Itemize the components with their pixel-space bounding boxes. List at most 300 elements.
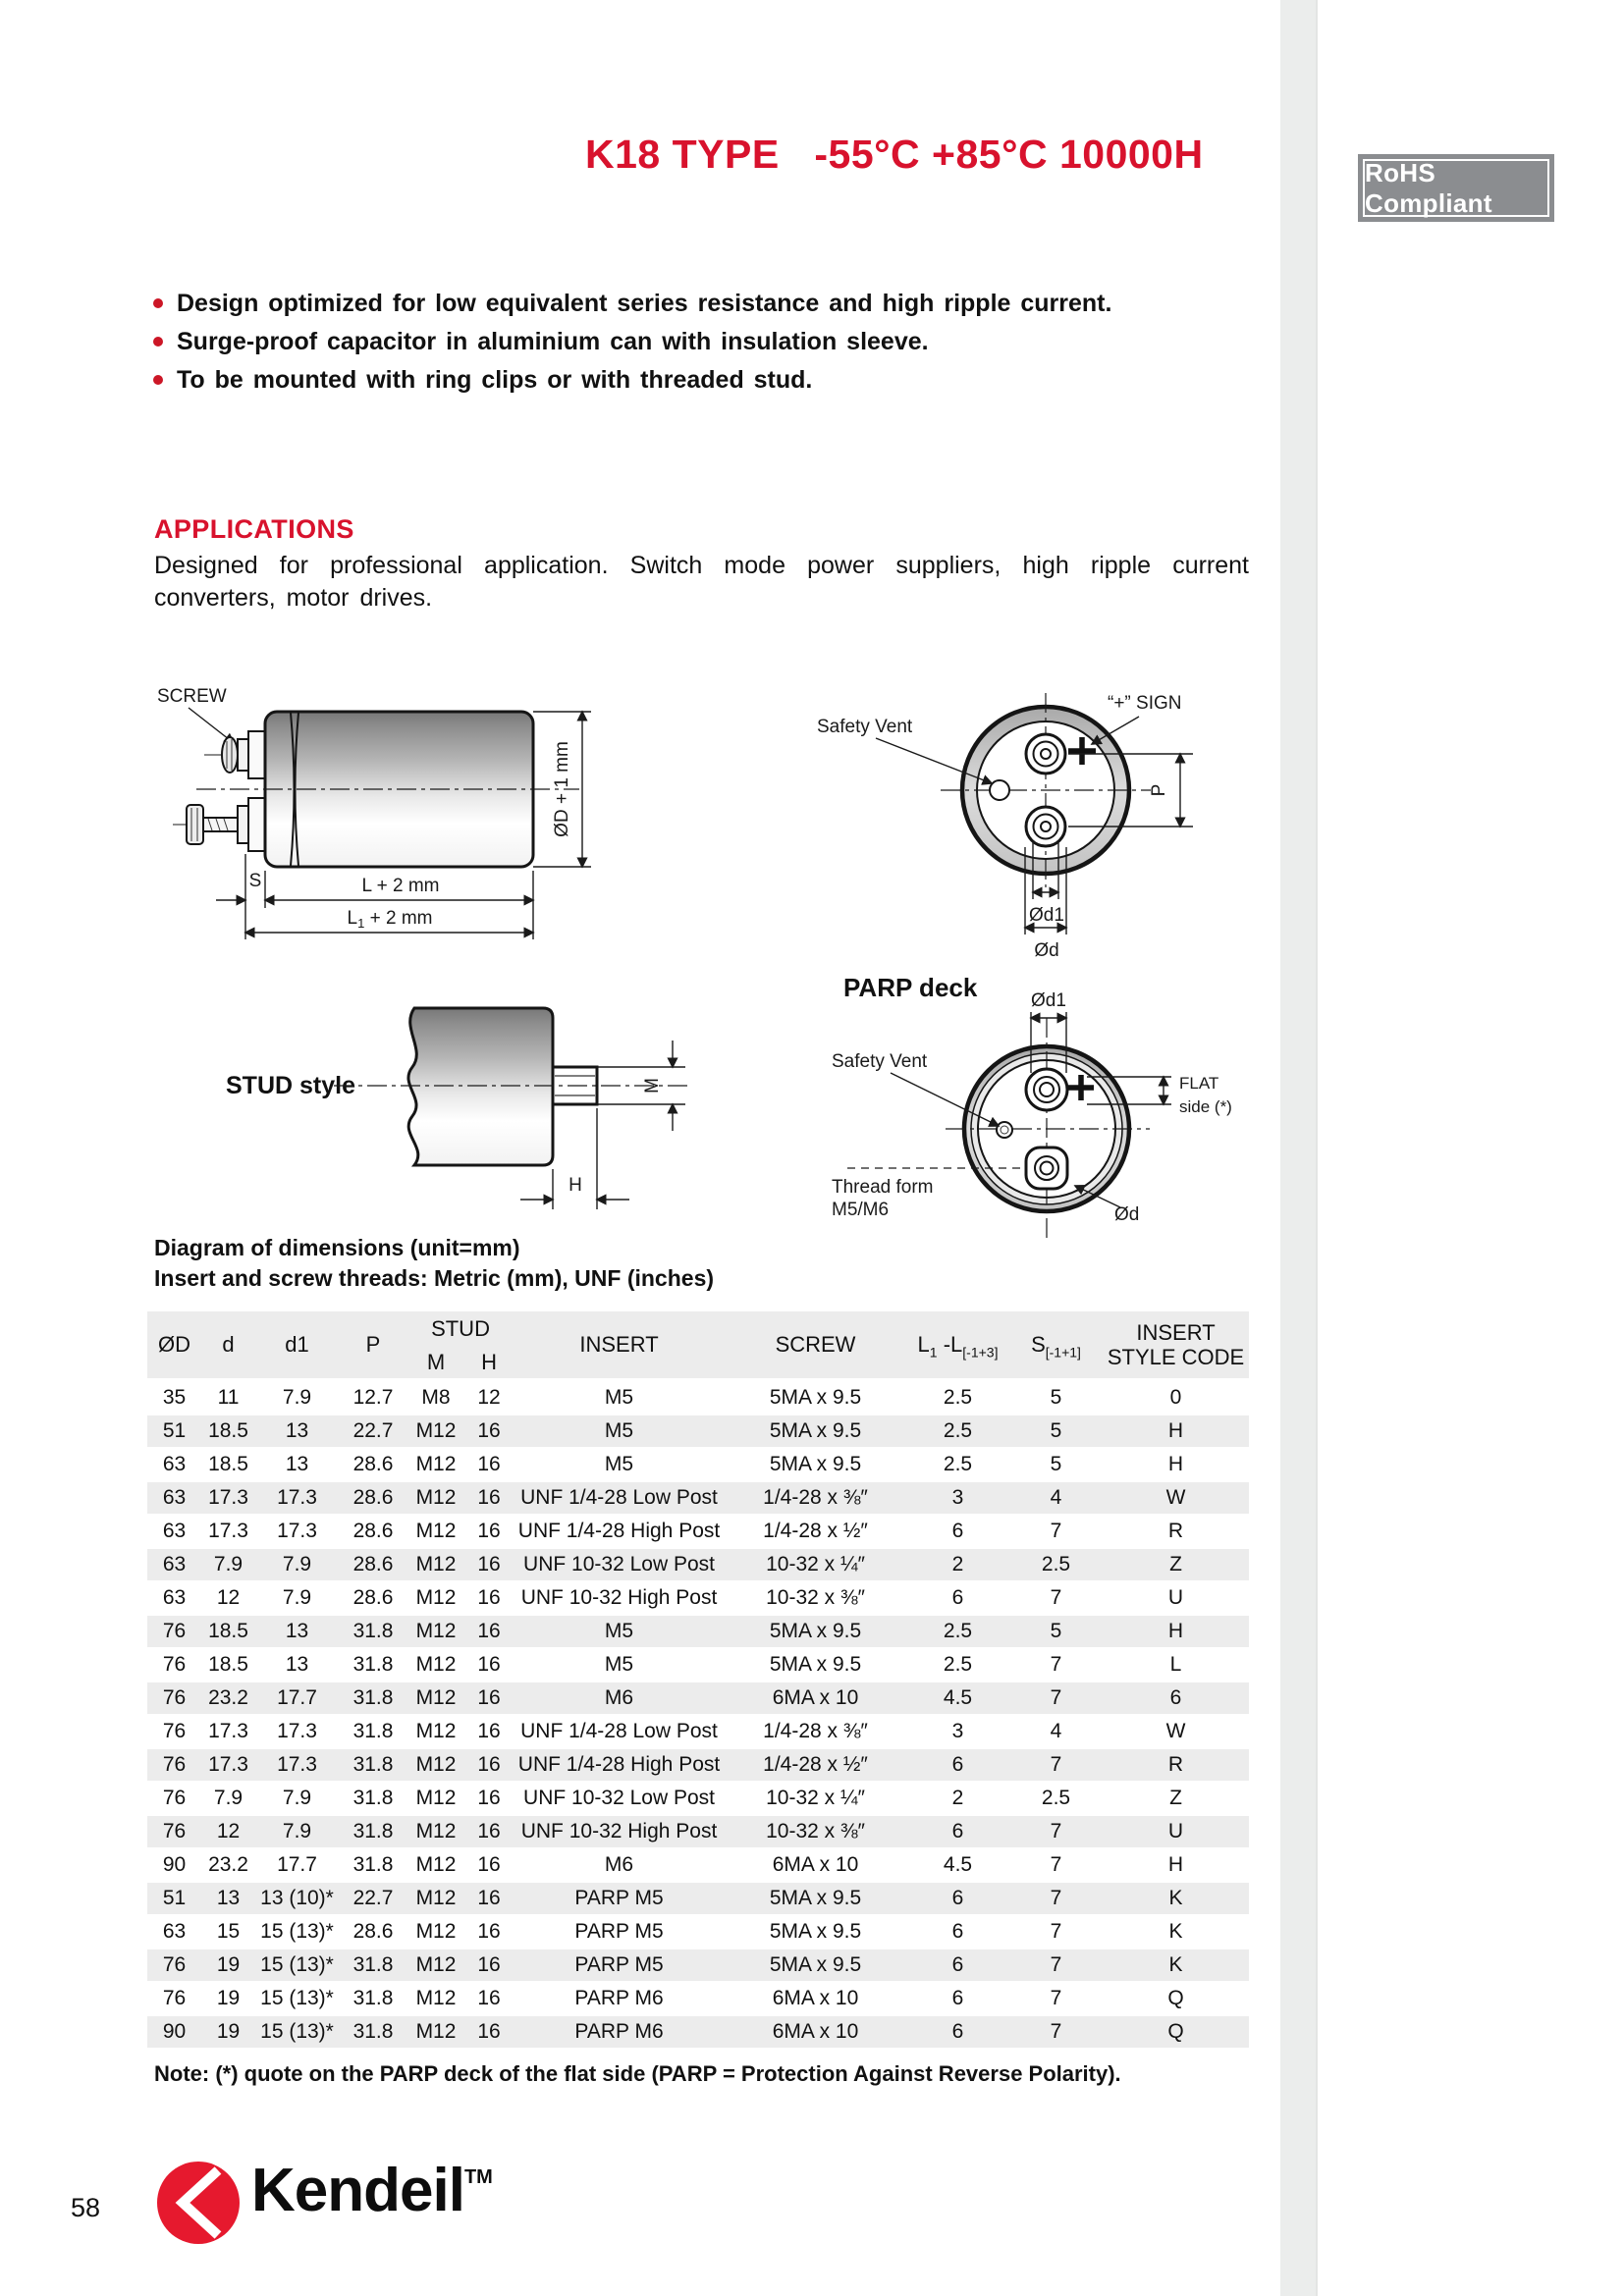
table-cell: 10-32 x ¼″	[725, 1549, 906, 1582]
table-cell: 4	[1009, 1716, 1103, 1749]
table-cell: R	[1103, 1749, 1249, 1783]
table-cell: PARP M5	[514, 1916, 725, 1949]
table-cell: 63	[147, 1516, 201, 1549]
table-cell: 28.6	[339, 1516, 407, 1549]
safety-vent-label: Safety Vent	[832, 1051, 928, 1072]
minus-terminal-parp	[1026, 1148, 1067, 1189]
table-cell: 2.5	[906, 1415, 1009, 1449]
table-cell: UNF 1/4-28 Low Post	[514, 1716, 725, 1749]
h-dim-label: H	[568, 1175, 582, 1196]
table-cell: 18.5	[201, 1449, 255, 1482]
table-cell: 2.5	[906, 1449, 1009, 1482]
m-dim-label: M	[642, 1078, 663, 1094]
table-cell: 15	[201, 1916, 255, 1949]
table-row	[147, 1783, 1249, 1816]
spec-table-body	[147, 1382, 1249, 2050]
table-cell: 12	[201, 1816, 255, 1849]
bullet-icon	[153, 375, 163, 385]
table-cell: L	[1103, 1649, 1249, 1682]
parp-deck-diagram	[830, 957, 1291, 1247]
table-cell: 90	[147, 2016, 201, 2050]
table-cell: M12	[407, 1415, 464, 1449]
table-cell: M12	[407, 1616, 464, 1649]
table-cell: 13	[255, 1415, 339, 1449]
footnote: Note: (*) quote on the PARP deck of the flat side (PARP = Protection Against Reverse Polarity).	[154, 2061, 1121, 2086]
table-cell: R	[1103, 1516, 1249, 1549]
table-cell: 22.7	[339, 1415, 407, 1449]
table-cell: 16	[464, 1883, 514, 1916]
d1-dim-label: Ød1	[1031, 990, 1066, 1011]
table-cell: 76	[147, 1749, 201, 1783]
table-cell: UNF 10-32 High Post	[514, 1816, 725, 1849]
table-cell: 19	[201, 1949, 255, 1983]
table-cell: 35	[147, 1382, 201, 1415]
table-cell: 6MA x 10	[725, 1849, 906, 1883]
table-cell: M12	[407, 1516, 464, 1549]
table-cell: 1/4-28 x ½″	[725, 1516, 906, 1549]
table-row	[147, 1883, 1249, 1916]
table-cell: 7.9	[255, 1549, 339, 1582]
table-cell: 16	[464, 1849, 514, 1883]
d-dim-label: Ød	[1114, 1204, 1140, 1225]
table-cell: 31.8	[339, 1849, 407, 1883]
table-cell: M8	[407, 1382, 464, 1415]
safety-vent-inner	[1001, 1126, 1008, 1134]
table-cell: 17.3	[255, 1749, 339, 1783]
table-cell: 16	[464, 1516, 514, 1549]
table-cell: 16	[464, 1783, 514, 1816]
thread-form-label-1: Thread form	[832, 1177, 934, 1198]
table-cell: 7	[1009, 1749, 1103, 1783]
table-cell: 17.3	[255, 1716, 339, 1749]
table-cell: 17.3	[201, 1482, 255, 1516]
col-header-s: $S_{[-1+1]}$	[1009, 1311, 1103, 1382]
table-cell: 5	[1009, 1616, 1103, 1649]
table-cell: PARP M6	[514, 1983, 725, 2016]
table-cell: M12	[407, 1682, 464, 1716]
table-cell: 17.3	[201, 1516, 255, 1549]
table-cell: 31.8	[339, 1716, 407, 1749]
table-cell: M12	[407, 1849, 464, 1883]
table-cell: 16	[464, 1916, 514, 1949]
table-cell: 12	[201, 1582, 255, 1616]
table-cell: 2.5	[1009, 1549, 1103, 1582]
table-cell: 5	[1009, 1449, 1103, 1482]
table-intro-line1: Diagram of dimensions (unit=mm)	[154, 1235, 520, 1260]
feature-text: To be mounted with ring clips or with threaded stud.	[177, 366, 813, 394]
col-header-insert-style-code: INSERT STYLE CODE	[1103, 1311, 1249, 1382]
table-cell: M12	[407, 1949, 464, 1983]
stud-style-label: STUD style	[226, 1072, 355, 1099]
table-cell: 17.3	[255, 1516, 339, 1549]
s-dim-label: S	[248, 871, 262, 891]
table-cell: 5MA x 9.5	[725, 1916, 906, 1949]
table-row	[147, 1649, 1249, 1682]
plus-sign-label: “+” SIGN	[1108, 693, 1182, 714]
table-cell: 16	[464, 1716, 514, 1749]
table-cell: 28.6	[339, 1482, 407, 1516]
table-cell: PARP M5	[514, 1949, 725, 1983]
top-view-diagram	[815, 675, 1237, 965]
table-cell: PARP M6	[514, 2016, 725, 2050]
table-cell: M12	[407, 1983, 464, 2016]
table-cell: 6MA x 10	[725, 1682, 906, 1716]
table-cell: 2.5	[1009, 1783, 1103, 1816]
table-cell: 6	[906, 1816, 1009, 1849]
table-cell: 51	[147, 1415, 201, 1449]
table-cell: 31.8	[339, 1749, 407, 1783]
table-row	[147, 2016, 1249, 2050]
parp-deck-title: PARP deck	[843, 973, 978, 1002]
table-cell: 16	[464, 1983, 514, 2016]
table-cell: 6	[906, 1749, 1009, 1783]
table-cell: 63	[147, 1916, 201, 1949]
table-cell: 0	[1103, 1382, 1249, 1415]
table-cell: 7.9	[201, 1783, 255, 1816]
table-cell: 15 (13)*	[255, 2016, 339, 2050]
table-cell: 13	[201, 1883, 255, 1916]
table-row	[147, 1549, 1249, 1582]
safety-vent-label: Safety Vent	[817, 717, 913, 737]
table-cell: 15 (13)*	[255, 1949, 339, 1983]
table-cell: 63	[147, 1582, 201, 1616]
table-cell: M5	[514, 1616, 725, 1649]
table-cell: 31.8	[339, 1816, 407, 1849]
feature-item	[147, 287, 1249, 320]
table-row	[147, 1849, 1249, 1883]
table-cell: 16	[464, 1582, 514, 1616]
table-cell: 18.5	[201, 1616, 255, 1649]
table-cell: 15 (13)*	[255, 1983, 339, 2016]
table-cell: 6	[906, 1916, 1009, 1949]
table-cell: 22.7	[339, 1883, 407, 1916]
plus-terminal	[1026, 1069, 1067, 1110]
table-cell: M5	[514, 1415, 725, 1449]
table-cell: M12	[407, 1716, 464, 1749]
table-cell: M12	[407, 1549, 464, 1582]
table-cell: 5MA x 9.5	[725, 1883, 906, 1916]
table-cell: 17.3	[201, 1716, 255, 1749]
feature-text: Design optimized for low equivalent series resistance and high ripple current.	[177, 290, 1112, 317]
table-cell: 28.6	[339, 1582, 407, 1616]
table-cell: H	[1103, 1415, 1249, 1449]
table-cell: 5MA x 9.5	[725, 1649, 906, 1682]
table-cell: 19	[201, 1983, 255, 2016]
table-cell: 23.2	[201, 1849, 255, 1883]
p-dim-label: P	[1149, 783, 1169, 797]
table-cell: 10-32 x ⅜″	[725, 1816, 906, 1849]
table-cell: 31.8	[339, 1649, 407, 1682]
applications-body: Designed for professional application. Switch mode power suppliers, high ripple current converters, motor drives.	[154, 552, 1249, 612]
bottom-terminal-screw	[173, 798, 275, 851]
feature-item	[147, 325, 1249, 358]
col-header-screw: SCREW	[725, 1311, 906, 1382]
table-cell: 15 (13)*	[255, 1916, 339, 1949]
table-cell: 76	[147, 1816, 201, 1849]
table-cell: UNF 1/4-28 High Post	[514, 1516, 725, 1549]
table-cell: H	[1103, 1449, 1249, 1482]
table-cell: 16	[464, 1749, 514, 1783]
table-cell: Q	[1103, 1983, 1249, 2016]
col-header-h: H	[464, 1347, 514, 1382]
minus-terminal	[1026, 807, 1065, 846]
col-header-d1: d1	[255, 1311, 339, 1382]
col-header-p: P	[339, 1311, 407, 1382]
brand-name: Kendeil™	[251, 2157, 493, 2224]
table-cell: 16	[464, 1415, 514, 1449]
table-cell: 51	[147, 1883, 201, 1916]
table-cell: 6	[906, 1516, 1009, 1549]
table-cell: 76	[147, 1649, 201, 1682]
table-cell: 13	[255, 1649, 339, 1682]
table-cell: 76	[147, 1716, 201, 1749]
table-cell: 7	[1009, 1649, 1103, 1682]
table-cell: 7	[1009, 1949, 1103, 1983]
table-cell: 90	[147, 1849, 201, 1883]
table-cell: H	[1103, 1849, 1249, 1883]
table-intro	[154, 1233, 714, 1294]
table-cell: M12	[407, 2016, 464, 2050]
table-cell: H	[1103, 1616, 1249, 1649]
applications-heading: APPLICATIONS	[154, 514, 354, 544]
l1-dim-label: $L_1 + 2$ mm	[347, 908, 433, 931]
table-cell: 5MA x 9.5	[725, 1616, 906, 1649]
d-dim-label: Ød	[1034, 940, 1059, 961]
table-cell: 7	[1009, 1816, 1103, 1849]
table-cell: 7	[1009, 1516, 1103, 1549]
table-row	[147, 1682, 1249, 1716]
table-cell: 5MA x 9.5	[725, 1449, 906, 1482]
rohs-badge-label: RoHS Compliant	[1363, 159, 1549, 217]
table-cell: 1/4-28 x ½″	[725, 1749, 906, 1783]
table-cell: 13 (10)*	[255, 1883, 339, 1916]
table-row	[147, 1916, 1249, 1949]
table-cell: 5	[1009, 1415, 1103, 1449]
table-cell: 7	[1009, 1682, 1103, 1716]
table-cell: 7	[1009, 1983, 1103, 2016]
table-cell: W	[1103, 1482, 1249, 1516]
table-cell: 76	[147, 1783, 201, 1816]
table-cell: 5MA x 9.5	[725, 1415, 906, 1449]
table-cell: K	[1103, 1949, 1249, 1983]
l-dim-label: L + 2 mm	[361, 876, 440, 896]
table-cell: 7.9	[255, 1582, 339, 1616]
table-cell: K	[1103, 1916, 1249, 1949]
page-title: K18 TYPE -55°C +85°C 10000H	[585, 132, 1204, 177]
table-cell: M6	[514, 1849, 725, 1883]
table-cell: 4.5	[906, 1682, 1009, 1716]
table-cell: 17.7	[255, 1682, 339, 1716]
table-row	[147, 1949, 1249, 1983]
table-cell: 16	[464, 1482, 514, 1516]
table-cell: M12	[407, 1649, 464, 1682]
table-cell: 18.5	[201, 1649, 255, 1682]
table-cell: 28.6	[339, 1916, 407, 1949]
table-cell: 7.9	[255, 1783, 339, 1816]
features-list	[147, 287, 1249, 401]
table-row	[147, 1516, 1249, 1549]
table-cell: M12	[407, 1783, 464, 1816]
table-cell: 1/4-28 x ⅜″	[725, 1482, 906, 1516]
feature-item	[147, 363, 1249, 397]
table-cell: M5	[514, 1449, 725, 1482]
table-intro-line2: Insert and screw threads: Metric (mm), UNF (inches)	[154, 1265, 715, 1291]
table-cell: 17.7	[255, 1849, 339, 1883]
bullet-icon	[153, 298, 163, 308]
table-cell: 6	[1103, 1682, 1249, 1716]
table-cell: 16	[464, 1682, 514, 1716]
table-row	[147, 1582, 1249, 1616]
table-cell: 28.6	[339, 1449, 407, 1482]
table-cell: 31.8	[339, 1949, 407, 1983]
table-cell: 4	[1009, 1482, 1103, 1516]
table-row	[147, 1616, 1249, 1649]
table-cell: 19	[201, 2016, 255, 2050]
table-cell: 1/4-28 x ⅜″	[725, 1716, 906, 1749]
diameter-dim-label: ØD + 1 mm	[552, 741, 572, 837]
table-cell: 18.5	[201, 1415, 255, 1449]
feature-text: Surge-proof capacitor in aluminium can with insulation sleeve.	[177, 328, 929, 355]
plus-terminal	[1026, 734, 1065, 774]
table-cell: 7.9	[255, 1816, 339, 1849]
table-cell: M12	[407, 1482, 464, 1516]
table-cell: 31.8	[339, 1616, 407, 1649]
flat-side-label-2: side (*)	[1179, 1097, 1232, 1116]
table-cell: 76	[147, 1983, 201, 2016]
table-cell: 76	[147, 1949, 201, 1983]
table-cell: Z	[1103, 1783, 1249, 1816]
table-cell: 17.3	[201, 1749, 255, 1783]
table-cell: 16	[464, 1816, 514, 1849]
rohs-badge	[1358, 154, 1554, 222]
table-cell: 31.8	[339, 1983, 407, 2016]
bullet-icon	[153, 337, 163, 347]
table-cell: 13	[255, 1449, 339, 1482]
table-cell: 2.5	[906, 1616, 1009, 1649]
table-cell: M12	[407, 1816, 464, 1849]
table-cell: 10-32 x ⅜″	[725, 1582, 906, 1616]
table-cell: 63	[147, 1449, 201, 1482]
table-cell: 6	[906, 1883, 1009, 1916]
table-cell: 76	[147, 1616, 201, 1649]
table-cell: 63	[147, 1482, 201, 1516]
table-cell: M12	[407, 1449, 464, 1482]
screw-label: SCREW	[157, 686, 227, 707]
table-cell: 16	[464, 2016, 514, 2050]
table-cell: UNF 10-32 Low Post	[514, 1549, 725, 1582]
table-cell: 7	[1009, 1582, 1103, 1616]
table-cell: 7	[1009, 2016, 1103, 2050]
table-row	[147, 1816, 1249, 1849]
capacitor-body-section	[408, 1008, 553, 1165]
table-cell: 5	[1009, 1382, 1103, 1415]
table-cell: 3	[906, 1716, 1009, 1749]
col-header-m: M	[407, 1347, 464, 1382]
table-cell: 16	[464, 1449, 514, 1482]
table-cell: 6	[906, 1949, 1009, 1983]
table-cell: 16	[464, 1549, 514, 1582]
table-cell: 31.8	[339, 2016, 407, 2050]
table-cell: 2	[906, 1549, 1009, 1582]
table-row	[147, 1749, 1249, 1783]
table-cell: 7.9	[201, 1549, 255, 1582]
col-header-stud: STUD	[407, 1311, 514, 1347]
col-header-d: d	[201, 1311, 255, 1382]
flat-side-label-1: FLAT	[1179, 1074, 1219, 1093]
table-cell: M5	[514, 1649, 725, 1682]
table-cell: 28.6	[339, 1549, 407, 1582]
table-cell: 4.5	[906, 1849, 1009, 1883]
table-cell: UNF 10-32 High Post	[514, 1582, 725, 1616]
table-cell: 6	[906, 2016, 1009, 2050]
table-cell: W	[1103, 1716, 1249, 1749]
table-cell: 23.2	[201, 1682, 255, 1716]
dimensions-table	[147, 1311, 1249, 2050]
table-row	[147, 1382, 1249, 1415]
table-row	[147, 1983, 1249, 2016]
table-row	[147, 1415, 1249, 1449]
table-cell: 11	[201, 1382, 255, 1415]
kendeil-logo-icon	[155, 2160, 242, 2246]
table-cell: 3	[906, 1482, 1009, 1516]
table-cell: Q	[1103, 2016, 1249, 2050]
table-cell: 12.7	[339, 1382, 407, 1415]
d1-dim-label: Ød1	[1029, 905, 1064, 926]
thread-form-label-2: M5/M6	[832, 1200, 890, 1220]
safety-vent	[990, 780, 1009, 800]
table-cell: M6	[514, 1682, 725, 1716]
table-cell: M5	[514, 1382, 725, 1415]
table-cell: 7	[1009, 1883, 1103, 1916]
table-cell: 63	[147, 1549, 201, 1582]
table-cell: U	[1103, 1582, 1249, 1616]
table-cell: UNF 10-32 Low Post	[514, 1783, 725, 1816]
table-cell: 6	[906, 1983, 1009, 2016]
table-cell: 10-32 x ¼″	[725, 1783, 906, 1816]
table-cell: 2.5	[906, 1649, 1009, 1682]
table-cell: 2	[906, 1783, 1009, 1816]
col-header-insert: INSERT	[514, 1311, 725, 1382]
table-cell: 13	[255, 1616, 339, 1649]
table-cell: 16	[464, 1616, 514, 1649]
table-cell: 31.8	[339, 1783, 407, 1816]
side-view-diagram	[147, 672, 609, 957]
table-cell: M12	[407, 1916, 464, 1949]
table-cell: 16	[464, 1949, 514, 1983]
table-cell: 2.5	[906, 1382, 1009, 1415]
table-cell: 5MA x 9.5	[725, 1949, 906, 1983]
table-cell: UNF 1/4-28 High Post	[514, 1749, 725, 1783]
col-header-od: ØD	[147, 1311, 201, 1382]
table-row	[147, 1449, 1249, 1482]
col-header-l1: $L_1$ $-L_{[-1+3]}$	[906, 1311, 1009, 1382]
trademark: TM	[463, 2166, 493, 2188]
table-cell: 5MA x 9.5	[725, 1382, 906, 1415]
table-cell: M12	[407, 1883, 464, 1916]
table-cell: 17.3	[255, 1482, 339, 1516]
table-cell: Z	[1103, 1549, 1249, 1582]
table-cell: M12	[407, 1582, 464, 1616]
table-cell: 7	[1009, 1916, 1103, 1949]
table-cell: M12	[407, 1749, 464, 1783]
table-cell: U	[1103, 1816, 1249, 1849]
table-cell: PARP M5	[514, 1883, 725, 1916]
table-cell: 16	[464, 1649, 514, 1682]
page-number: 58	[71, 2193, 101, 2222]
table-row	[147, 1716, 1249, 1749]
table-cell: 7.9	[255, 1382, 339, 1415]
table-cell: K	[1103, 1883, 1249, 1916]
